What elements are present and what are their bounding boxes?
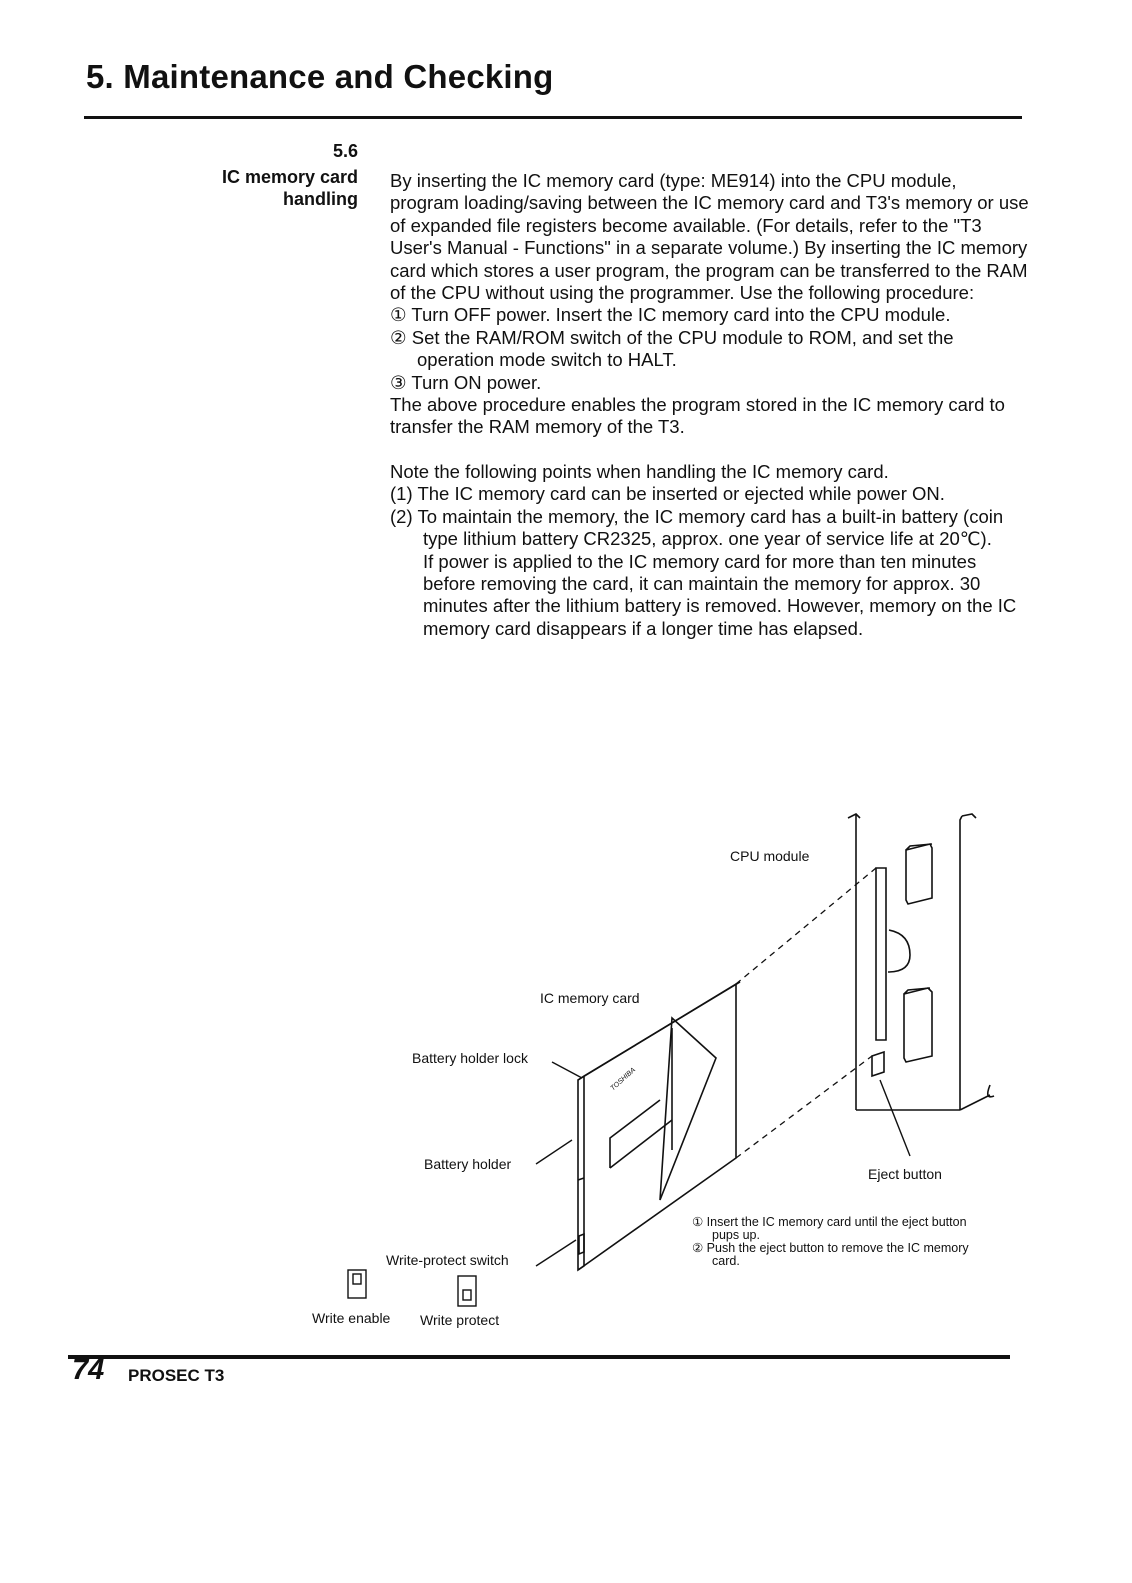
chapter-title: 5. Maintenance and Checking	[86, 58, 554, 95]
insertion-instructions	[692, 1216, 982, 1268]
procedure-step-3: ③ Turn ON power.	[390, 371, 542, 393]
summary-paragraph: The above procedure enables the program stored in the IC memory card to transfer the RAM memory of the T3.	[390, 394, 1005, 438]
note-text: To maintain the memory, the IC memory card has a built-in battery (coin type lithium battery CR2325, approx. one year of service life at 20℃).	[417, 505, 1004, 550]
intro-paragraph: By inserting the IC memory card (type: ME914) into the CPU module, program loading/saving between the IC memory card and T3's memory or use of expanded file registers become available. (For details, refer to the "T3 User's Manual - Functions" in a separate volume.) By inserting the IC memory card which stores a user program, the program can be transferred to the RAM of the CPU without using the programmer. Use the following procedure:	[390, 170, 1029, 304]
procedure-step-2: ② Set the RAM/ROM switch of the CPU module to ROM, and set the operation mode switch to HALT.	[390, 326, 954, 371]
write-protect-switch-label: Write-protect switch	[386, 1252, 509, 1268]
paragraph-gap	[390, 439, 1030, 461]
note-item-1	[390, 483, 1030, 505]
insertion-guide-lines	[736, 868, 876, 1158]
section-title: IC memory card handling	[221, 167, 358, 209]
write-protect-label: Write protect	[420, 1312, 500, 1328]
procedure-step-1: ① Turn OFF power. Insert the IC memory card into the CPU module.	[390, 304, 951, 326]
instruction-2: ② Push the eject button to remove the IC memory card.	[692, 1241, 969, 1268]
note-item-2	[390, 506, 1030, 551]
note-2-continuation: If power is applied to the IC memory card for more than ten minutes before removing the card, it can maintain the memory for approx. 30 minutes after the lithium battery is removed. However, memory on the IC memory card disappears if a longer time has elapsed.	[423, 550, 1017, 639]
battery-holder-lock-label: Battery holder lock	[412, 1050, 528, 1066]
note-number: (1)	[390, 483, 413, 505]
page-number: 74	[72, 1354, 105, 1386]
body-text	[390, 170, 1030, 640]
eject-button-label: Eject button	[868, 1166, 942, 1182]
ic-memory-card-label: IC memory card	[540, 990, 640, 1006]
bottom-rule	[68, 1355, 1010, 1359]
card-brand-logo: TOSHIBA	[609, 1066, 638, 1093]
note-number: (2)	[390, 505, 413, 527]
instruction-1: ① Insert the IC memory card until the eject button pups up.	[692, 1215, 967, 1242]
top-rule	[84, 116, 1022, 119]
write-enable-label: Write enable	[312, 1310, 391, 1326]
ic-card-diagram	[300, 800, 1030, 1340]
switch-icons	[348, 1270, 476, 1306]
section-number: 5.6	[332, 141, 358, 161]
notes-intro: Note the following points when handling the IC memory card.	[390, 460, 889, 482]
product-name: PROSEC T3	[128, 1366, 225, 1385]
battery-holder-label: Battery holder	[424, 1156, 512, 1172]
cpu-module-drawing	[848, 814, 994, 1110]
note-text: The IC memory card can be inserted or ejected while power ON.	[417, 483, 945, 505]
cpu-module-label: CPU module	[730, 848, 810, 864]
